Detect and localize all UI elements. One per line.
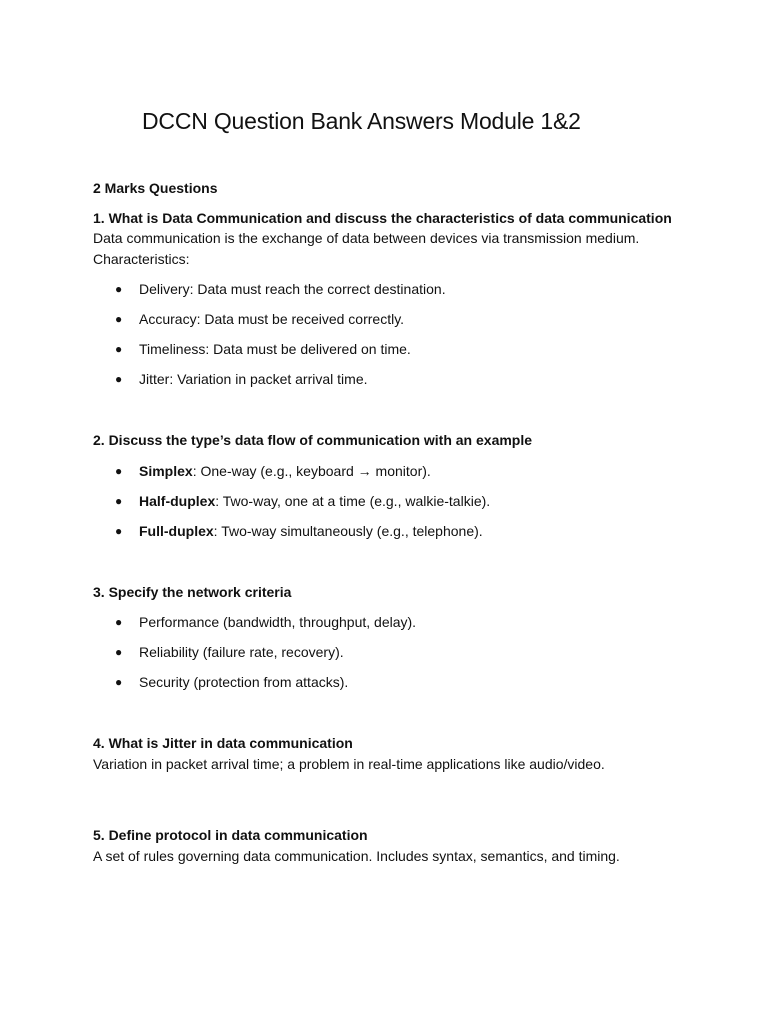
answer-text: Characteristics:	[93, 250, 190, 267]
bullet-list	[93, 612, 683, 693]
bullet-text: Reliability (failure rate, recovery).	[139, 644, 344, 660]
question-title: 3. Specify the network criteria	[93, 583, 292, 600]
bullet-item	[93, 461, 683, 482]
question-3	[93, 582, 683, 693]
question-5	[93, 825, 683, 866]
question-title: 5. Define protocol in data communication	[93, 827, 368, 843]
bullet-icon: ●	[115, 312, 123, 326]
bullet-item	[93, 339, 683, 360]
bullet-item	[93, 612, 683, 633]
document-title: DCCN Question Bank Answers Module 1&2	[142, 108, 581, 134]
bullet-text: : Two-way simultaneously (e.g., telephone).	[213, 522, 483, 539]
question-2	[93, 430, 683, 541]
answer-text: Variation in packet arrival time; a problem in real-time applications like audio/video.	[93, 755, 605, 772]
bullet-icon: ●	[115, 372, 123, 386]
bullet-item	[93, 672, 683, 693]
bullet-text: Performance (bandwidth, throughput, delay).	[139, 614, 417, 630]
bullet-icon: ●	[115, 282, 123, 296]
bullet-text: Security (protection from attacks).	[139, 674, 349, 690]
bullet-item	[93, 642, 683, 663]
bullet-icon: ●	[115, 493, 123, 508]
bullet-item	[93, 309, 683, 330]
bullet-icon: ●	[115, 675, 123, 689]
bullet-list	[93, 279, 683, 390]
bullet-item	[93, 369, 683, 390]
answer-text: A set of rules governing data communication. Includes syntax, semantics, and timing.	[93, 847, 620, 864]
bullet-icon: ●	[115, 523, 123, 538]
bullet-text: Jitter: Variation in packet arrival time.	[139, 371, 368, 387]
question-title: 2. Discuss the type’s data flow of communication with an example	[93, 432, 533, 448]
bullet-icon: ●	[115, 463, 123, 478]
document-body	[93, 178, 683, 866]
bullet-icon: ●	[115, 342, 123, 356]
bullet-item	[93, 491, 683, 512]
bullet-list	[93, 461, 683, 542]
question-1	[93, 208, 683, 390]
bullet-text: Timeliness: Data must be delivered on time.	[139, 341, 411, 357]
section-heading: 2 Marks Questions	[93, 180, 218, 196]
bullet-text: : One-way (e.g., keyboard → monitor).	[192, 462, 431, 479]
bullet-icon: ●	[115, 645, 123, 659]
question-4	[93, 733, 683, 774]
bullet-text: Delivery: Data must reach the correct destination.	[139, 281, 446, 297]
answer-text: Data communication is the exchange of data between devices via transmission medium.	[93, 230, 640, 246]
bullet-item	[93, 279, 683, 300]
question-title: 1. What is Data Communication and discuss the characteristics of data communication	[93, 209, 672, 226]
bullet-icon: ●	[115, 615, 123, 629]
question-title: 4. What is Jitter in data communication	[93, 735, 353, 751]
bullet-text: : Two-way, one at a time (e.g., walkie-talkie).	[215, 492, 491, 509]
bullet-term: Simplex	[139, 462, 193, 479]
bullet-item	[93, 521, 683, 542]
bullet-term: Full-duplex	[139, 522, 214, 539]
bullet-text: Accuracy: Data must be received correctly.	[139, 311, 405, 327]
bullet-term: Half-duplex	[139, 492, 216, 509]
